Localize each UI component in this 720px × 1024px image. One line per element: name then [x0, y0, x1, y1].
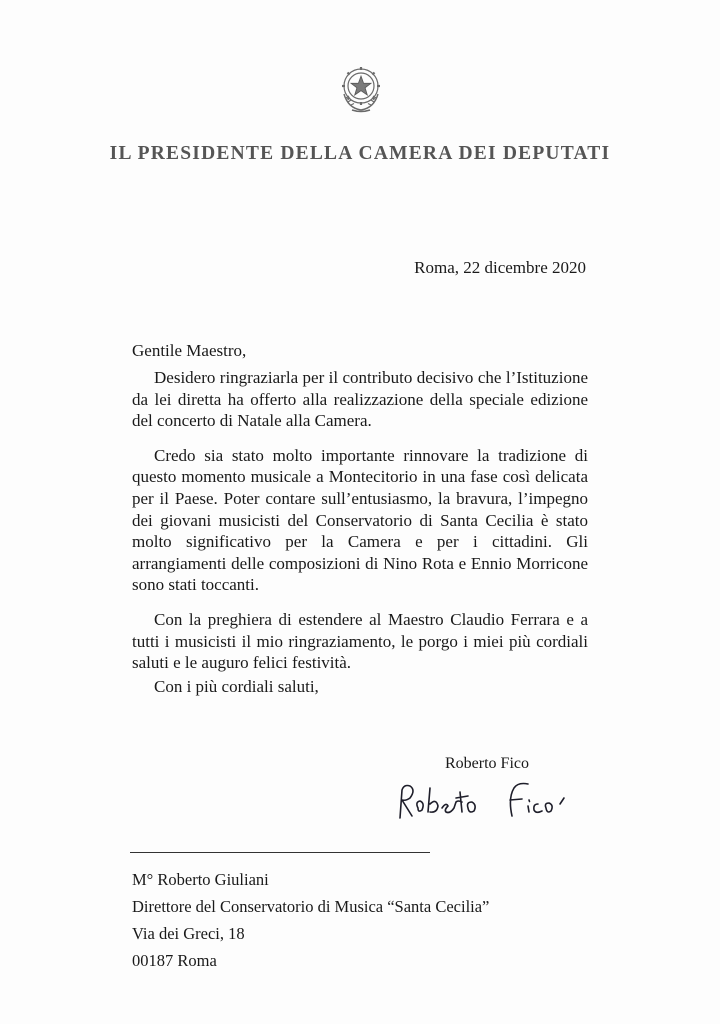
recipient-name: M° Roberto Giuliani — [132, 870, 269, 889]
closing-line: Con i più cordiali saluti, — [154, 677, 319, 696]
italian-republic-emblem-icon — [338, 64, 384, 114]
recipient-street: Via dei Greci, 18 — [132, 924, 245, 943]
paragraph-2: Credo sia stato molto importante rinnovare la tradizione di questo momento musicale a Montecitorio in una fase così delicata per il Paese. Poter contare sull’entusiasmo, la bravura, l’impegno dei giovani musicisti del Conservatorio di Santa Cecilia è stato molto significativo per la Camera e per i cittadini. Gli arrangiamenti delle composizioni di Nino Rota e Ennio Morricone sono stati toccanti. — [132, 445, 588, 595]
handwritten-signature — [388, 768, 608, 828]
letterhead-title: IL PRESIDENTE DELLA CAMERA DEI DEPUTATI — [109, 143, 611, 164]
address-divider — [130, 852, 430, 853]
signer-name: Roberto Fico — [445, 755, 529, 772]
paragraph-3: Con la preghiera di estendere al Maestro Claudio Ferrara e a tutti i musicisti il mio ringraziamento, le porgo i miei più cordiali saluti e le auguro felici festività. — [132, 609, 588, 673]
recipient-city: 00187 Roma — [132, 951, 217, 970]
recipient-title: Direttore del Conservatorio di Musica “Santa Cecilia” — [132, 897, 490, 916]
letter-date: Roma, 22 dicembre 2020 — [414, 258, 586, 277]
recipient-address — [132, 866, 489, 974]
salutation: Gentile Maestro, — [132, 341, 247, 360]
letter-body — [132, 367, 588, 687]
paragraph-1: Desidero ringraziarla per il contributo decisivo che l’Istituzione da lei diretta ha offerto alla realizzazione della speciale edizione del concerto di Natale alla Camera. — [132, 368, 588, 431]
